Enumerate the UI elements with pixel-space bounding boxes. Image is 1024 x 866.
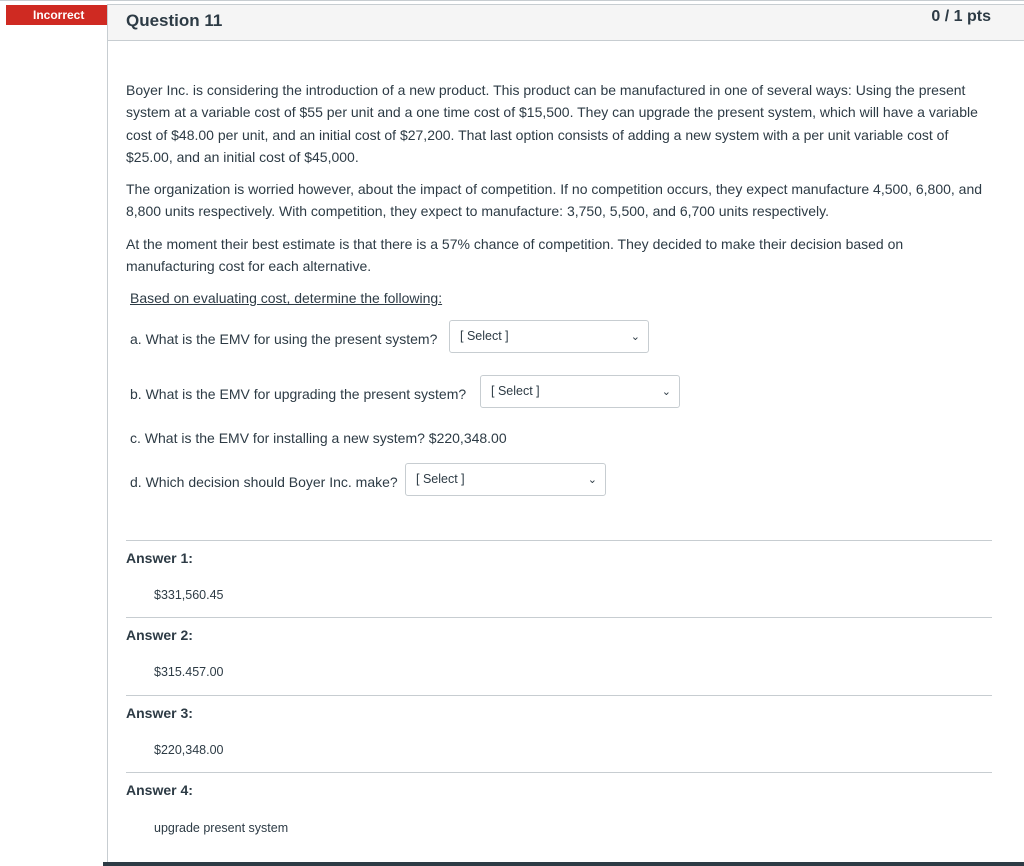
chevron-down-icon: ⌄ — [661, 386, 671, 398]
part-d-prompt: d. Which decision should Boyer Inc. make? — [130, 474, 398, 490]
part-a-select[interactable] — [449, 320, 649, 353]
divider — [126, 617, 992, 618]
answer-3-label: Answer 3: — [126, 705, 193, 721]
question-paragraph: The organization is worried however, about the impact of competition. If no competition occurs, they expect manufacture 4,500, 6,800, and 8,800 units respectively. With competition, they expect to manufacture: 3,750, 5,500, and 6,700 units respectively. — [126, 181, 983, 220]
divider — [126, 772, 992, 773]
answer-4-value: upgrade present system — [154, 821, 289, 835]
chevron-down-icon: ⌄ — [630, 331, 640, 343]
answer-1-value: $331,560.45 — [154, 588, 224, 602]
part-b-select[interactable] — [480, 375, 680, 408]
question-title: Question 11 — [126, 11, 223, 30]
question-points: 0 / 1 pts — [931, 8, 991, 25]
section-heading: Based on evaluating cost, determine the following: — [130, 290, 443, 307]
divider — [126, 695, 992, 696]
question-card — [107, 4, 1024, 866]
question-paragraph: Boyer Inc. is considering the introduction of a new product. This product can be manufactured in one of several ways: Using the present system at a variable cost of $55 per unit and a one time cost of $15,500. They can upgrade the present system, which will have a variable cost of $48.00 per unit, and an initial cost of $27,200. That last option consists of adding a new system with a per unit variable cost of $25.00, and an initial cost of $45,000. — [126, 82, 978, 165]
select-value: [ Select ] — [460, 329, 509, 343]
part-a-prompt: a. What is the EMV for using the present system? — [130, 331, 438, 347]
question-text — [126, 79, 994, 320]
answer-1-label: Answer 1: — [126, 550, 193, 566]
answer-2-label: Answer 2: — [126, 627, 193, 643]
question-header — [108, 5, 1024, 41]
question-paragraph: At the moment their best estimate is that there is a 57% chance of competition. They decided to make their decision based on manufacturing cost for each alternative. — [126, 235, 904, 275]
top-rule — [0, 0, 1024, 1]
incorrect-badge: Incorrect — [6, 5, 108, 25]
part-c-prompt: c. What is the EMV for installing a new system? $220,348.00 — [130, 430, 507, 446]
part-d-select[interactable] — [405, 463, 606, 496]
select-value: [ Select ] — [416, 472, 465, 486]
answer-3-value: $220,348.00 — [154, 743, 224, 757]
answer-4-label: Answer 4: — [126, 782, 193, 798]
bottom-bar — [103, 862, 1024, 866]
part-b-prompt: b. What is the EMV for upgrading the present system? — [130, 386, 467, 402]
divider — [126, 540, 992, 541]
answer-2-value: $315.457.00 — [154, 665, 224, 679]
select-value: [ Select ] — [491, 384, 540, 398]
chevron-down-icon: ⌄ — [587, 474, 597, 486]
